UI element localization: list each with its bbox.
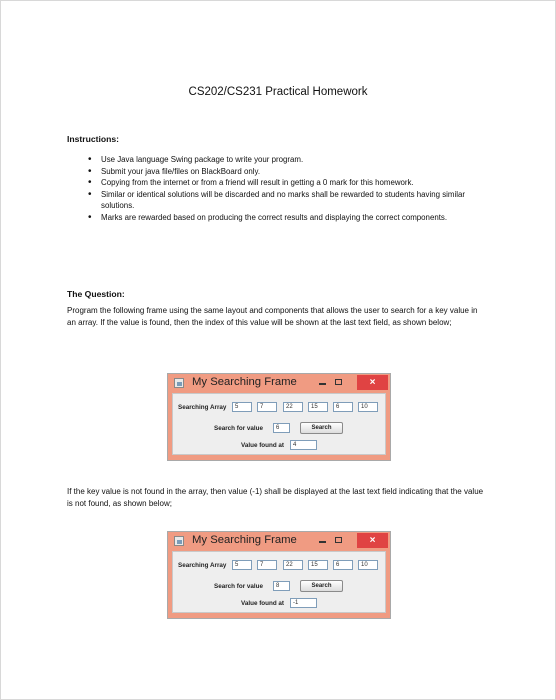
array-field-2[interactable]: 22 <box>283 402 303 412</box>
frame-title-bar[interactable] <box>168 374 390 393</box>
instruction-item: • Similar or identical solutions will be discarded and no marks shall be rewarded to students having similar solutions. <box>88 189 468 211</box>
array-field-1[interactable]: 7 <box>257 560 277 570</box>
instructions-heading: Instructions: <box>67 134 120 144</box>
instruction-item: • Marks are rewarded based on producing the correct results and displaying the correct components. <box>88 212 468 223</box>
array-field-2[interactable]: 22 <box>283 560 303 570</box>
array-field-1[interactable]: 7 <box>257 402 277 412</box>
close-button[interactable]: × <box>357 533 388 548</box>
array-field-5[interactable]: 10 <box>358 560 378 570</box>
result-field[interactable]: 4 <box>290 440 317 450</box>
instruction-item: • Submit your java file/files on BlackBoard only. <box>88 166 468 177</box>
value-found-at-label: Value found at <box>241 600 285 607</box>
result-field[interactable]: -1 <box>290 598 317 608</box>
search-button[interactable]: Search <box>300 422 343 434</box>
minimize-icon[interactable] <box>319 383 326 385</box>
instruction-item: • Copying from the internet or from a friend will result in getting a 0 mark for this homework. <box>88 177 468 188</box>
array-field-4[interactable]: 6 <box>333 560 353 570</box>
java-window-icon <box>174 378 184 388</box>
document-title: CS202/CS231 Practical Homework <box>188 86 368 98</box>
array-field-5[interactable]: 10 <box>358 402 378 412</box>
array-field-0[interactable]: 5 <box>232 560 252 570</box>
array-field-3[interactable]: 15 <box>308 402 328 412</box>
question-paragraph: Program the following frame using the same layout and components that allows the user to search for a key value in an array. If the value is found, then the index of this value will be shown at the last text field, as shown below; <box>67 306 478 328</box>
instructions-list <box>88 154 468 223</box>
array-field-4[interactable]: 6 <box>333 402 353 412</box>
searching-array-label: Searching Array <box>178 404 227 411</box>
instruction-item: • Use Java language Swing package to write your program. <box>88 154 468 165</box>
search-for-value-label: Search for value <box>214 425 263 432</box>
swing-frame-not-found <box>167 531 391 619</box>
swing-frame-found <box>167 373 391 461</box>
maximize-icon[interactable] <box>335 537 342 543</box>
frame-content-panel <box>172 393 386 455</box>
frame-title: My Searching Frame <box>192 534 297 546</box>
array-field-0[interactable]: 5 <box>232 402 252 412</box>
searching-array-label: Searching Array <box>178 562 227 569</box>
frame-title: My Searching Frame <box>192 376 297 388</box>
search-for-value-label: Search for value <box>214 583 263 590</box>
search-value-field[interactable]: 6 <box>273 423 290 433</box>
search-value-field[interactable]: 8 <box>273 581 290 591</box>
java-window-icon <box>174 536 184 546</box>
search-button[interactable]: Search <box>300 580 343 592</box>
array-field-3[interactable]: 15 <box>308 560 328 570</box>
question-heading: The Question: <box>67 289 125 299</box>
value-found-at-label: Value found at <box>241 442 285 449</box>
not-found-paragraph: If the key value is not found in the array, then value (-1) shall be displayed at the last text field indicating that the value is not found, as shown below; <box>67 487 484 509</box>
frame-content-panel <box>172 551 386 613</box>
close-button[interactable]: × <box>357 375 388 390</box>
minimize-icon[interactable] <box>319 541 326 543</box>
maximize-icon[interactable] <box>335 379 342 385</box>
frame-title-bar[interactable] <box>168 532 390 551</box>
